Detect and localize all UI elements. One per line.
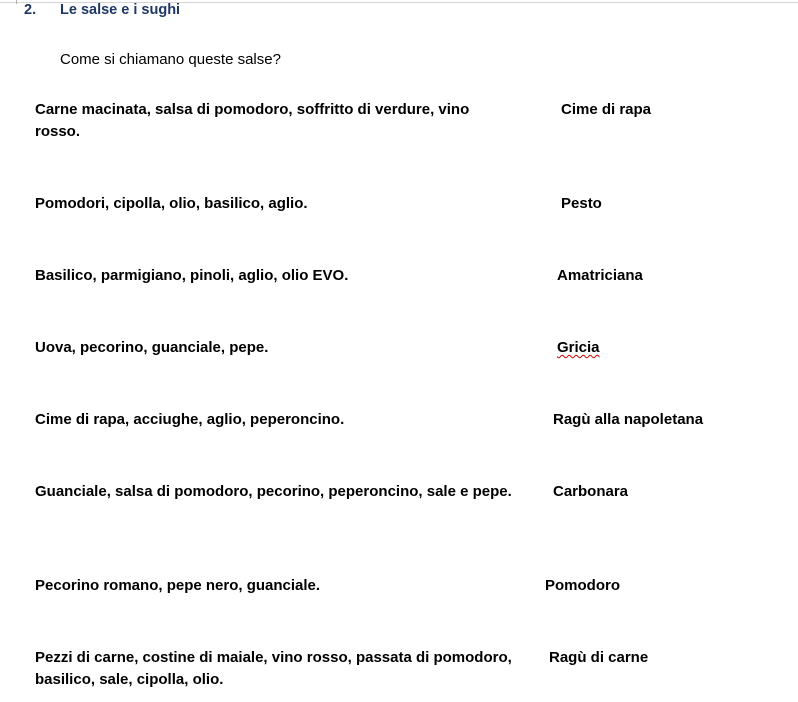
ingredients-item-2: Pomodori, cipolla, olio, basilico, aglio.: [35, 195, 308, 212]
ingredients-item-3: Basilico, parmigiano, pinoli, aglio, olio EVO.: [35, 267, 349, 284]
sauce-name-5: Ragù alla napoletana: [553, 411, 704, 428]
ingredients-item-6: Guanciale, salsa di pomodoro, pecorino, peperoncino, sale e pepe.: [35, 483, 512, 500]
ingredients-item-5: Cime di rapa, acciughe, aglio, peperoncino.: [35, 411, 345, 428]
sauce-name-3: Amatriciana: [557, 267, 643, 284]
sauce-name-4: [557, 337, 600, 359]
section-number: 2.: [24, 2, 37, 18]
sauce-name-2: Pesto: [561, 195, 602, 212]
sauce-name-8: Ragù di carne: [549, 649, 649, 666]
sauce-name-7: Pomodoro: [545, 577, 620, 594]
ingredients-item-7: Pecorino romano, pepe nero, guanciale.: [35, 577, 321, 594]
section-title: Le salse e i sughi: [60, 2, 181, 18]
page-corner-mark: [16, 0, 17, 4]
spellcheck-underlined-word[interactable]: Gricia: [557, 339, 600, 356]
exercise-question: Come si chiamano queste salse?: [60, 51, 281, 68]
section-heading: [24, 2, 180, 18]
sauce-name-1: Cime di rapa: [561, 101, 652, 118]
ingredients-item-4: Uova, pecorino, guanciale, pepe.: [35, 339, 269, 356]
sauce-name-6: Carbonara: [553, 483, 629, 500]
ingredients-item-1: Carne macinata, salsa di pomodoro, soffritto di verdure, vino rosso.: [35, 101, 470, 140]
ingredients-item-8: Pezzi di carne, costine di maiale, vino rosso, passata di pomodoro, basilico, sale, cipolla, olio.: [35, 649, 512, 688]
